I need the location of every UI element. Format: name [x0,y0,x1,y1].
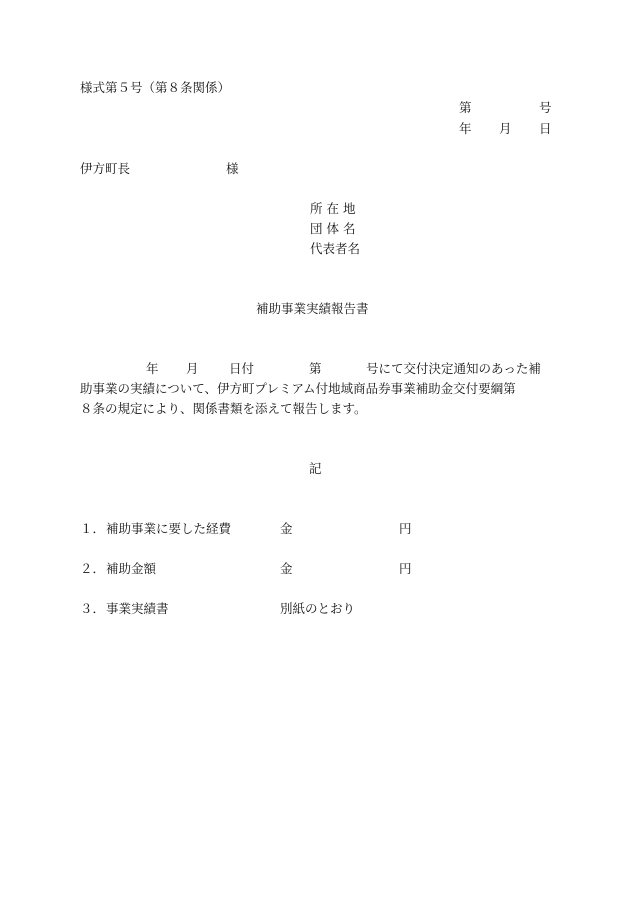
date-hi: 日 [539,121,552,136]
item-unit: 円 [399,561,412,576]
body-line-3: ８条の規定により、関係書類を添えて報告します。 [80,401,367,416]
item-label: 補助金額 [106,561,157,576]
item-number: ２． [80,561,106,576]
document-title: 補助事業実績報告書 [256,301,369,316]
reference-number-dai: 第 [459,100,472,115]
item-unit: 円 [399,521,412,536]
ki-heading: 記 [309,461,322,476]
body-hitsuke: 日付 [229,361,255,376]
body-line-2: 助事業の実績について、伊方町プレミアム付地域商品券事業補助金交付要綱第 [80,381,516,396]
applicant-address-label: 所 在 地 [310,201,356,216]
addressee: 伊方町長 [80,161,131,176]
item-number: １． [80,521,106,536]
body-tsuki: 月 [186,361,199,376]
date-nen: 年 [459,121,472,136]
item-label: 補助事業に要した経費 [106,521,232,536]
reference-number-gou: 号 [539,100,552,115]
addressee-honorific: 様 [226,161,239,176]
item-value: 金 [280,521,293,536]
item-value: 別紙のとおり [280,601,356,616]
applicant-representative-label: 代表者名 [310,241,361,256]
item-value: 金 [280,561,293,576]
form-number: 様式第５号（第８条関係） [80,80,231,95]
body-nen: 年 [146,361,159,376]
body-line1-rest: 号にて交付決定通知のあった補 [366,361,541,376]
applicant-organization-label: 団 体 名 [310,221,356,236]
date-tsuki: 月 [499,121,512,136]
body-dai: 第 [309,361,322,376]
item-label: 事業実績書 [106,601,169,616]
item-number: ３． [80,601,106,616]
